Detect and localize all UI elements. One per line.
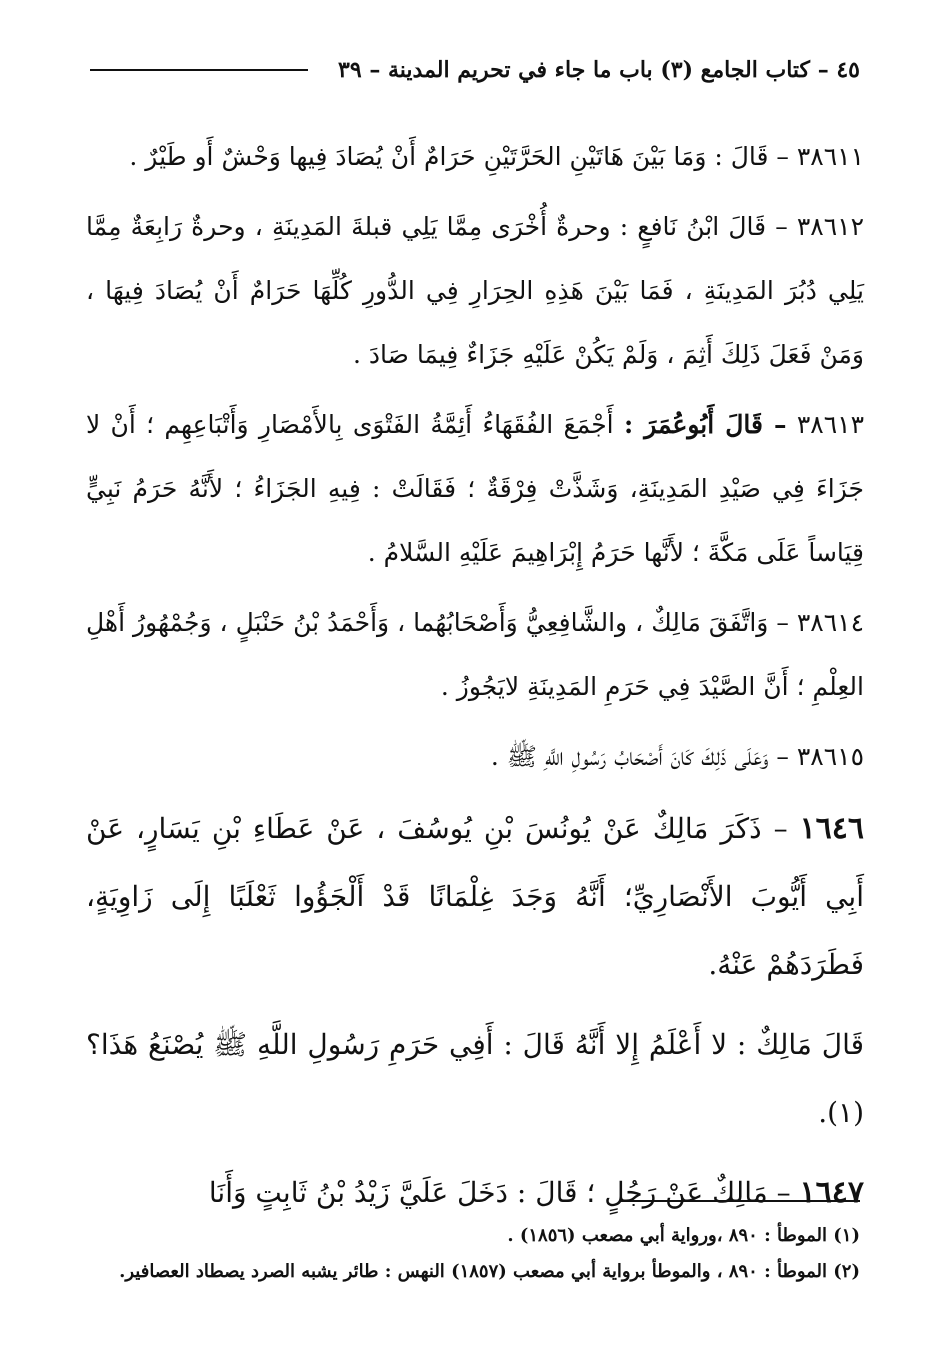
footnotes: [90, 1218, 860, 1290]
footnote: (٢) الموطأ : ٨٩٠ ، والموطأ برواية أبي مصعب (١٨٥٧) النهس : طائر يشبه الصرد يصطاد العصافير.: [119, 1261, 860, 1282]
paragraph: [86, 125, 864, 189]
hadith-paragraph: [86, 1011, 864, 1147]
paragraph-text: – قَالَ : وَمَا بَيْنَ هَاتَيْنِ الحَرَّتَيْنِ حَرَامٌ أَنْ يُصَادَ فِيها وَحْشٌ أَو طَيْرٌ .: [129, 142, 789, 171]
paragraph-lead: – قَالَ أَبُوعُمَرَ :: [623, 410, 787, 439]
paragraph-text: – وَعَلَى ذَلِكَ كَانَ أَصْحَابُ رَسُولِ اللَّهِ ﷺ .: [490, 742, 789, 771]
hadith-text: قَالَ مَالِكٌ : لا أَعْلَمُ إِلا أَنَّهُ قَالَ : أَفِي حَرَمِ رَسُولِ اللَّهِ ﷺ يُصْنَعُ هَذَا؟(١).: [86, 1028, 864, 1129]
hadith-text: – ذَكَرَ مَالِكٌ عَنْ يُونُسَ بْنِ يُوسُفَ ، عَنْ عَطَاءِ بْنِ يَسَارٍ، عَنْ أَبِي أَيُّوبَ الأَنْصَارِيِّ؛ أَنَّهُ وَجَدَ غِلْمَانًا قَدْ أَلْجَؤُوا ثَعْلَبًا إِلَى زَاوِيَةٍ، فَطَرَدَهُمْ عَنْهُ.: [86, 812, 864, 981]
hadith-number: ١٦٤٧: [799, 1175, 864, 1210]
paragraph-number: ٣٨٦١١: [796, 142, 864, 171]
paragraph-number: ٣٨٦١٥: [796, 742, 864, 771]
paragraph-number: ٣٨٦١٤: [796, 608, 864, 637]
paragraph: [86, 591, 864, 719]
paragraph: [86, 195, 864, 387]
paragraph: [86, 725, 864, 789]
running-title: ٤٥ – كتاب الجامع (٣) باب ما جاء في تحريم المدينة – ٣٩: [338, 57, 860, 83]
paragraph-number: ٣٨٦١٣: [796, 410, 865, 439]
paragraph-text: – وَاتَّفَقَ مَالِكٌ ، والشَّافِعِيُّ وَأَصْحَابُهُما ، وَأَحْمَدُ بْنُ حَنْبَلٍ ، وَجُمْهُورُ أَهْلِ العِلْمِ ؛ أَنَّ الصَّيْدَ فِي حَرَمِ المَدِينَةِ لايَجُوزُ .: [86, 608, 864, 701]
hadith-number: ١٦٤٦: [799, 811, 865, 846]
header-rule: [90, 69, 308, 71]
footnote: (١) الموطأ : ٨٩٠ ،ورواية أبي مصعب (١٨٥٦) .: [507, 1225, 860, 1246]
footnote-rule: [620, 1200, 860, 1202]
hadith-paragraph: [86, 795, 864, 999]
paragraph-text: – قَالَ ابْنُ نَافعٍ : وحرةٌ أُخْرَى مِمَّا يَلِي قبلةَ المَدِينَةِ ، وحرةٌ رَابِعَةٌ مِمَّا يَلِي دُبُرَ المَدِينَةِ ، فَمَا بَيْنَ هَذِهِ الحِرَارِ فِي الدُّورِ كُلِّهَا حَرَامٌ أَنْ يُصَادَ فِيهَا ، وَمَنْ فَعَلَ ذَلِكَ أَثِمَ ، وَلَمْ يَكُنْ عَلَيْهِ جَزَاءٌ فِيمَا صَادَ .: [86, 212, 864, 369]
main-text: [86, 125, 864, 1239]
paragraph: [86, 393, 864, 585]
running-header: [90, 50, 860, 90]
hadith-paragraph: [86, 1159, 864, 1227]
hadith-text: – مَالِكٌ عَنْ رَجُلٍ ؛ قَالَ : دَخَلَ عَلَيَّ زَيْدُ بْنُ ثَابِتٍ وَأَنَا: [208, 1176, 791, 1209]
paragraph-text: أَجْمَعَ الفُقَهَاءُ أَئِمَّةُ الفَتْوَى بِالأَمْصَارِ وَأَتْبَاعِهِم ؛ أَنْ لا جَزَاءَ فِي صَيْدِ المَدِينَةِ، وَشَذَّتْ فِرْقَةٌ ؛ فَقَالَتْ : فِيهِ الجَزَاءُ ؛ لأَنَّهُ حَرَمُ نَبِيٍّ قِيَاساً عَلَى مَكَّةَ ؛ لأَنَّها حَرَمُ إِبْرَاهِيمَ عَلَيْهِ السَّلامُ .: [86, 410, 864, 567]
paragraph-number: ٣٨٦١٢: [796, 212, 864, 241]
